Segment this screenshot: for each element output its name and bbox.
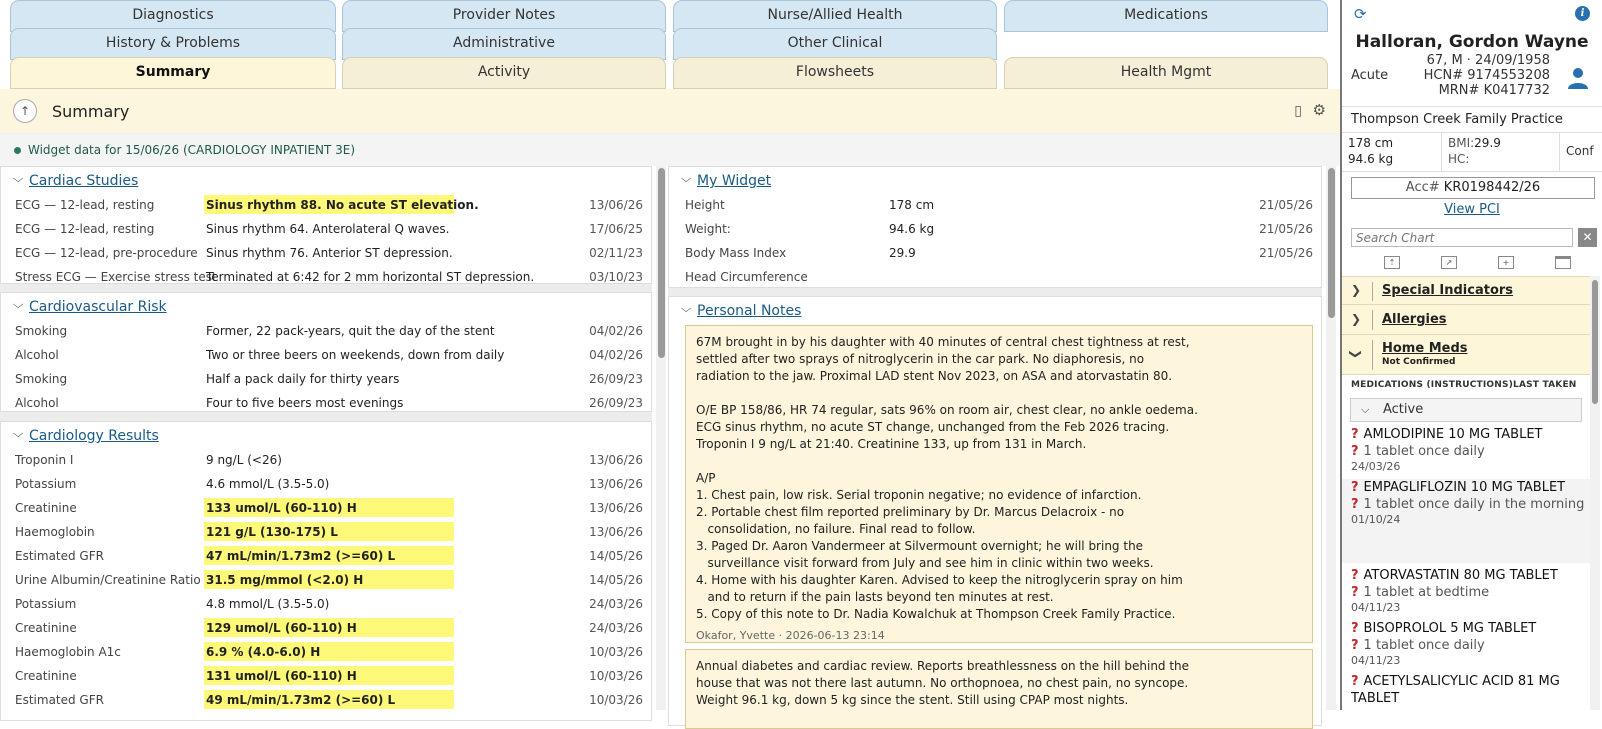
active-label: Active <box>1383 402 1424 417</box>
chevron-down-icon[interactable]: ⌵ <box>680 172 692 185</box>
row-value: 31.5 mg/mmol (<2.0) H <box>204 570 454 589</box>
tab-summary[interactable]: Summary <box>10 57 336 89</box>
tab-health-mgmt[interactable]: Health Mgmt <box>1004 57 1328 89</box>
table-row[interactable] <box>1 568 651 592</box>
scrollbar-thumb[interactable] <box>658 168 665 358</box>
row-value: 49 mL/min/1.73m2 (>=60) L <box>204 690 454 709</box>
cardiac-studies-title[interactable]: Cardiac Studies <box>29 173 139 189</box>
med-instructions: 1 tablet once daily <box>1363 638 1485 653</box>
table-row[interactable] <box>669 241 1321 265</box>
widget-info-text: Widget data for 15/06/26 (CARDIOLOGY INPATIENT 3E) <box>28 143 356 157</box>
list-item[interactable] <box>1342 567 1590 617</box>
hcn-value: 9174553208 <box>1467 68 1550 83</box>
row-name: Head Circumference <box>685 270 808 284</box>
right-column-scrollbar[interactable] <box>1326 166 1336 710</box>
my-widget-title[interactable]: My Widget <box>697 173 772 189</box>
row-value: 9 ng/L (<26) <box>206 453 282 467</box>
row-name: Stress ECG — Exercise stress test <box>15 270 217 284</box>
patient-hcn <box>1404 68 1550 83</box>
row-value: Sinus rhythm 76. Anterior ST depression. <box>206 246 453 260</box>
row-date: 24/03/26 <box>589 621 643 635</box>
window-icon[interactable] <box>1555 256 1571 269</box>
list-item[interactable] <box>1342 479 1590 563</box>
patient-status: Acute <box>1351 68 1389 83</box>
bmi-label: BMI: <box>1448 136 1475 150</box>
tab-provider-notes[interactable]: Provider Notes <box>342 0 666 32</box>
row-name: Troponin I <box>15 453 74 467</box>
refresh-icon[interactable]: ⟳ <box>1354 5 1367 23</box>
patient-height: 178 cm <box>1348 136 1394 150</box>
row-name: Smoking <box>15 372 68 386</box>
row-name: ECG — 12-lead, resting <box>15 198 155 212</box>
right-column <box>668 166 1322 710</box>
row-date: 26/09/23 <box>589 372 643 386</box>
table-row[interactable] <box>1 319 651 343</box>
row-value: Half a pack daily for thirty years <box>206 372 400 386</box>
section-title: Allergies <box>1382 312 1447 327</box>
cardiac-studies-panel <box>0 166 652 284</box>
tab-diagnostics[interactable]: Diagnostics <box>10 0 336 32</box>
table-row[interactable] <box>1 367 651 391</box>
popout-icon[interactable]: ↗ <box>1441 256 1457 269</box>
active-group-toggle[interactable] <box>1350 398 1582 422</box>
med-name: EMPAGLIFLOZIN 10 MG TABLET <box>1363 480 1566 495</box>
row-date: 14/05/26 <box>589 573 643 587</box>
row-name: Weight: <box>685 222 731 236</box>
chevron-down-icon[interactable]: ⌵ <box>12 172 24 185</box>
row-value: 4.8 mmol/L (3.5-5.0) <box>206 597 330 611</box>
acc-value: KR0198442/26 <box>1443 180 1541 195</box>
widget-info-bar <box>0 134 1340 166</box>
row-date: 10/03/26 <box>589 693 643 707</box>
row-name: Creatinine <box>15 621 77 635</box>
bmi-value: 29.9 <box>1474 136 1501 150</box>
row-date: 10/03/26 <box>589 645 643 659</box>
table-row[interactable] <box>669 265 1321 287</box>
row-name: ECG — 12-lead, pre-procedure <box>15 246 198 260</box>
row-name: Potassium <box>15 597 77 611</box>
mrn-value: K0417732 <box>1483 83 1550 98</box>
note-separator: · <box>775 629 786 642</box>
row-name: Creatinine <box>15 501 77 515</box>
conf-label[interactable]: Conf <box>1566 144 1594 158</box>
row-date: 13/06/26 <box>589 453 643 467</box>
row-date: 26/09/23 <box>589 396 643 410</box>
row-value: 129 umol/L (60-110) H <box>204 618 454 637</box>
row-date: 21/05/26 <box>1259 222 1313 236</box>
cardiology-results-panel <box>0 421 652 721</box>
cardiovascular-risk-title[interactable]: Cardiovascular Risk <box>29 299 167 315</box>
row-value: Terminated at 6:42 for 2 mm horizontal ST depression. <box>206 270 535 284</box>
row-value: Sinus rhythm 64. Anterolateral Q waves. <box>206 222 450 236</box>
question-icon: ? <box>1351 568 1359 583</box>
row-value: 133 umol/L (60-110) H <box>204 498 454 517</box>
tab-flowsheets[interactable]: Flowsheets <box>673 57 997 89</box>
collapse-icon[interactable]: ⇡ <box>1384 256 1400 269</box>
row-value: Former, 22 pack-years, quit the day of the stent <box>206 324 495 338</box>
patient-measurements <box>1342 133 1602 172</box>
table-row[interactable] <box>1 640 651 664</box>
left-column-scrollbar[interactable] <box>656 166 666 710</box>
row-name: Estimated GFR <box>15 693 104 707</box>
tab-history-problems[interactable]: History & Problems <box>10 28 336 60</box>
table-row[interactable] <box>1 592 651 616</box>
row-date: 13/06/26 <box>589 477 643 491</box>
row-date: 04/02/26 <box>589 324 643 338</box>
row-name: Urine Albumin/Creatinine Ratio <box>15 573 201 587</box>
status-dot-icon <box>14 147 21 154</box>
table-row[interactable] <box>669 217 1321 241</box>
patient-age-sex-dob: 67, M · 24/09/1958 <box>1426 53 1550 68</box>
table-row[interactable] <box>1 472 651 496</box>
list-item[interactable] <box>1342 673 1590 713</box>
note-author: Okafor, Yvette <box>696 629 776 642</box>
table-row[interactable] <box>669 193 1321 217</box>
row-value: 29.9 <box>889 246 916 260</box>
row-date: 14/05/26 <box>589 549 643 563</box>
gear-icon[interactable]: ⚙ <box>1312 101 1326 119</box>
row-date: 21/05/26 <box>1259 198 1313 212</box>
acc-label: Acc# <box>1405 180 1440 195</box>
question-icon: ? <box>1351 497 1359 512</box>
row-name: ECG — 12-lead, resting <box>15 222 155 236</box>
search-chart-input[interactable] <box>1351 228 1573 247</box>
tab-medications[interactable]: Medications <box>1004 0 1328 32</box>
cardiovascular-risk-panel <box>0 292 652 412</box>
add-icon[interactable]: + <box>1498 256 1514 269</box>
row-name: Creatinine <box>15 669 77 683</box>
clear-search-button[interactable]: ✕ <box>1578 228 1597 247</box>
note-text: Annual diabetes and cardiac review. Reports breathlessness on the hill behind the house that was not there last autumn. No orthopnoea, no chest pain, no syncope. Weight 96.1 kg, down 5 kg since the stent. Still using CPAP most nights. <box>696 659 1190 707</box>
row-name: Height <box>685 198 725 212</box>
note-text: 67M brought in by his daughter with 40 minutes of central chest tightness at rest, settled after two sprays of nitroglycerin in the car park. No diaphoresis, no radiation to the jaw. Proximal LAD stent Nov 2023, on ASA and atorvastatin 80. O/E BP 158/86, HR 74 regular, sats 96% on room air, chest clear, no ankle oedema. ECG sinus rhythm, no acute ST change, unchanged from the Feb 2026 tracing. Troponin I 9 ng/L at 21:40. Creatinine 133, up from 131 in March. A/P 1. Chest pain, low risk. Serial troponin negative; no evidence of infarction. 2. Portable chest film reported preliminary by Dr. Marcus Delacroix - no consolidation, no failure. Final read to follow. 3. Paged Dr. Aaron Vandermeer at Silvermount overnight; he will bring the surveillance visit forward from July and see him in clinic within two weeks. 4. Home with his daughter Karen. Advised to keep the nitroglycerin spray on him and to return if the pain lasts beyond ten minutes at rest. 5. Copy of this note to Dr. Nadia Kowalchuk at Thompson Creek Family Practice. <box>696 335 1198 621</box>
table-row[interactable] <box>1 664 651 688</box>
row-value: 131 umol/L (60-110) H <box>204 666 454 685</box>
hc-label: HC: <box>1448 152 1470 166</box>
question-icon: ? <box>1351 444 1359 459</box>
my-widget-panel <box>668 166 1322 288</box>
table-row[interactable] <box>1 616 651 640</box>
tab-nurse-allied-health[interactable]: Nurse/Allied Health <box>673 0 997 32</box>
sidebar-scrollbar[interactable] <box>1590 276 1600 710</box>
row-value: 6.9 % (4.0-6.0) H <box>204 642 454 661</box>
question-icon: ? <box>1351 621 1359 636</box>
accession-field[interactable] <box>1351 177 1595 199</box>
table-row[interactable] <box>1 544 651 568</box>
table-row[interactable] <box>1 688 651 712</box>
mrn-label: MRN# <box>1438 83 1480 98</box>
row-date: 13/06/26 <box>589 198 643 212</box>
row-value: 4.6 mmol/L (3.5-5.0) <box>206 477 330 491</box>
row-name: Haemoglobin A1c <box>15 645 121 659</box>
med-name: ACETYLSALICYLIC ACID 81 MG TABLET <box>1351 674 1560 706</box>
tab-administrative[interactable]: Administrative <box>342 28 666 60</box>
med-instructions: 1 tablet once daily <box>1363 444 1485 459</box>
page-title: Summary <box>52 102 130 121</box>
summary-titlebar <box>0 89 1340 134</box>
table-row[interactable] <box>1 343 651 367</box>
patient-weight: 94.6 kg <box>1348 152 1394 166</box>
row-name: Alcohol <box>15 348 59 362</box>
row-value: Sinus rhythm 88. No acute ST elevation. <box>204 195 454 214</box>
row-name: Alcohol <box>15 396 59 410</box>
chevron-right-icon: ❯ <box>1351 312 1362 326</box>
note-card[interactable] <box>685 325 1313 643</box>
chevron-down-icon[interactable]: ⌵ <box>12 427 24 440</box>
patient-name: Halloran, Gordon Wayne <box>1355 32 1589 52</box>
row-value: 178 cm <box>889 198 935 212</box>
cardiology-results-title[interactable]: Cardiology Results <box>29 428 159 444</box>
scrollbar-thumb[interactable] <box>1328 168 1335 318</box>
row-date: 02/11/23 <box>589 246 643 260</box>
row-date: 13/06/26 <box>589 525 643 539</box>
row-name: Smoking <box>15 324 68 338</box>
note-timestamp: 2026-06-13 23:14 <box>785 629 885 642</box>
info-icon[interactable]: i <box>1575 6 1590 21</box>
row-value: Two or three beers on weekends, down from daily <box>206 348 505 362</box>
row-name: Body Mass Index <box>685 246 787 260</box>
section-title: Special Indicators <box>1382 283 1514 298</box>
sidebar-section-allergies[interactable] <box>1342 305 1590 335</box>
table-row[interactable] <box>1 217 651 241</box>
medications-header: MEDICATIONS (INSTRUCTIONS)LAST TAKEN <box>1351 380 1577 390</box>
table-row[interactable] <box>1 448 651 472</box>
table-row[interactable] <box>1 391 651 415</box>
row-date: 03/10/23 <box>589 270 643 284</box>
scrollbar-thumb[interactable] <box>1592 280 1598 404</box>
row-date: 04/02/26 <box>589 348 643 362</box>
tab-activity[interactable]: Activity <box>342 57 666 89</box>
row-value: Four to five beers most evenings <box>206 396 404 410</box>
table-row[interactable] <box>1 265 651 289</box>
question-icon: ? <box>1351 674 1359 689</box>
chevron-right-icon: ❯ <box>1351 283 1362 297</box>
table-row[interactable] <box>1 193 651 217</box>
chevron-down-icon: ❯ <box>1349 348 1364 360</box>
row-name: Estimated GFR <box>15 549 104 563</box>
med-date: 24/03/26 <box>1351 460 1401 473</box>
row-date: 13/06/26 <box>589 501 643 515</box>
row-date: 21/05/26 <box>1259 246 1313 260</box>
question-icon: ? <box>1351 638 1359 653</box>
personal-notes-title[interactable]: Personal Notes <box>697 303 802 319</box>
table-row[interactable] <box>1 520 651 544</box>
section-subtitle: Not Confirmed <box>1382 357 1456 367</box>
med-name: BISOPROLOL 5 MG TABLET <box>1363 621 1537 636</box>
row-value: 94.6 kg <box>889 222 935 236</box>
chevron-down-icon[interactable]: ⌵ <box>12 298 24 311</box>
med-name: AMLODIPINE 10 MG TABLET <box>1363 427 1543 442</box>
list-item[interactable] <box>1342 426 1590 476</box>
med-name: ATORVASTATIN 80 MG TABLET <box>1363 568 1558 583</box>
patient-sidebar <box>1340 0 1600 710</box>
list-item[interactable] <box>1342 620 1590 670</box>
patient-mrn <box>1404 83 1550 98</box>
left-column <box>0 166 652 710</box>
section-title: Home Meds <box>1382 341 1468 356</box>
row-name: Potassium <box>15 477 77 491</box>
med-instructions: 1 tablet once daily in the morning <box>1363 497 1585 512</box>
hcn-label: HCN# <box>1423 68 1464 83</box>
note-card[interactable] <box>685 649 1313 729</box>
scroll-up-button[interactable]: ↑ <box>13 99 37 123</box>
med-date: 04/11/23 <box>1351 654 1401 667</box>
patient-practice: Thompson Creek Family Practice <box>1342 106 1602 133</box>
row-value: 121 g/L (130-175) L <box>204 522 454 541</box>
sidebar-section-special-indicators[interactable] <box>1342 276 1590 305</box>
tab-strip <box>0 0 1340 89</box>
table-row[interactable] <box>1 496 651 520</box>
chevron-down-icon: ⌵ <box>1361 403 1370 416</box>
row-date: 24/03/26 <box>589 597 643 611</box>
question-icon: ? <box>1351 480 1359 495</box>
person-icon[interactable] <box>1566 66 1590 90</box>
chevron-down-icon[interactable]: ⌵ <box>680 302 692 315</box>
med-date: 04/11/23 <box>1351 601 1401 614</box>
question-icon: ? <box>1351 585 1359 600</box>
row-date: 17/06/25 <box>589 222 643 236</box>
table-row[interactable] <box>1 241 651 265</box>
med-instructions: 1 tablet at bedtime <box>1363 585 1490 600</box>
question-icon: ? <box>1351 427 1359 442</box>
personal-notes-panel <box>668 296 1322 726</box>
window-icon[interactable]: ▯ <box>1294 103 1302 119</box>
row-value: 47 mL/min/1.73m2 (>=60) L <box>204 546 454 565</box>
view-pci-link[interactable]: View PCI <box>1444 202 1500 217</box>
sidebar-section-home-meds[interactable] <box>1342 335 1590 375</box>
tab-other-clinical[interactable]: Other Clinical <box>673 28 997 60</box>
row-name: Haemoglobin <box>15 525 95 539</box>
row-date: 10/03/26 <box>589 669 643 683</box>
med-date: 01/10/24 <box>1351 513 1401 526</box>
